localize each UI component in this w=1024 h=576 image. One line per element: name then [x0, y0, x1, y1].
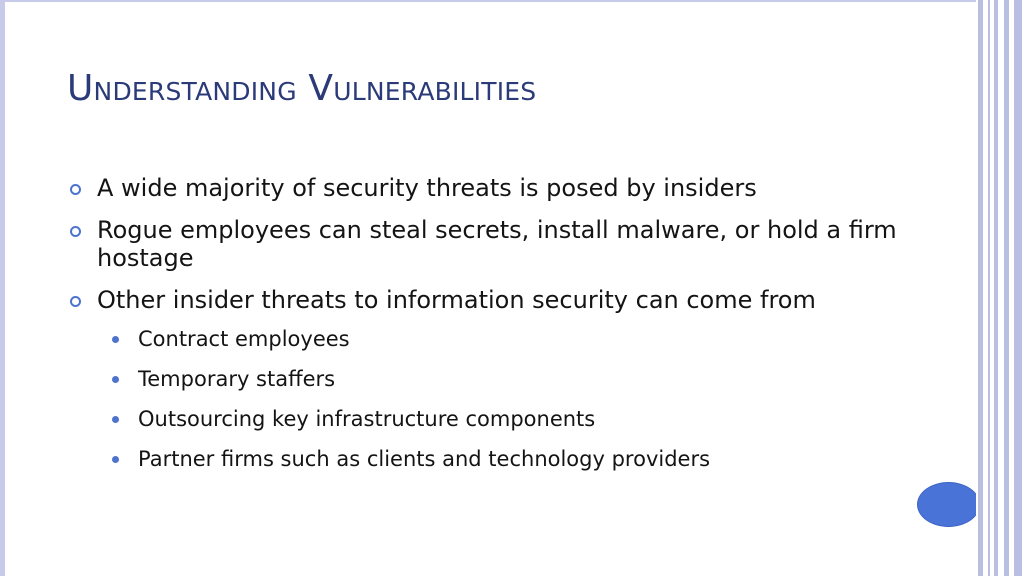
dot-bullet-icon — [112, 416, 119, 423]
border-stripe — [988, 0, 990, 576]
ring-bullet-icon — [70, 226, 81, 237]
dot-bullet-icon — [112, 336, 119, 343]
bullet-text: Other insider threats to information security can come from — [97, 286, 816, 314]
bullet-item — [67, 174, 957, 202]
sub-bullet-text: Contract employees — [138, 327, 350, 351]
sub-bullet-item — [108, 406, 957, 432]
ring-bullet-icon — [70, 184, 81, 195]
right-border-decoration — [976, 0, 1024, 576]
sub-bullet-text: Partner firms such as clients and technology providers — [138, 447, 711, 471]
slide-title: Understanding Vulnerabilities — [67, 68, 537, 109]
sub-bullet-item — [108, 366, 957, 392]
dot-bullet-icon — [112, 376, 119, 383]
border-stripe — [994, 0, 998, 576]
border-stripe — [1004, 0, 1009, 576]
border-stripe — [1014, 0, 1022, 576]
sub-bullet-item — [108, 326, 957, 352]
border-stripe — [978, 0, 983, 576]
sub-bullet-text: Temporary staffers — [138, 367, 336, 391]
bullet-text: A wide majority of security threats is posed by insiders — [97, 174, 757, 202]
dot-bullet-icon — [112, 456, 119, 463]
bullet-item — [67, 286, 957, 314]
decorative-oval — [917, 482, 980, 527]
sub-bullet-item — [108, 446, 957, 472]
bullet-text: Rogue employees can steal secrets, install malware, or hold a firm hostage — [97, 216, 897, 272]
bullet-list — [67, 174, 957, 486]
bullet-item — [67, 216, 957, 272]
ring-bullet-icon — [70, 296, 81, 307]
sub-bullet-text: Outsourcing key infrastructure components — [138, 407, 596, 431]
